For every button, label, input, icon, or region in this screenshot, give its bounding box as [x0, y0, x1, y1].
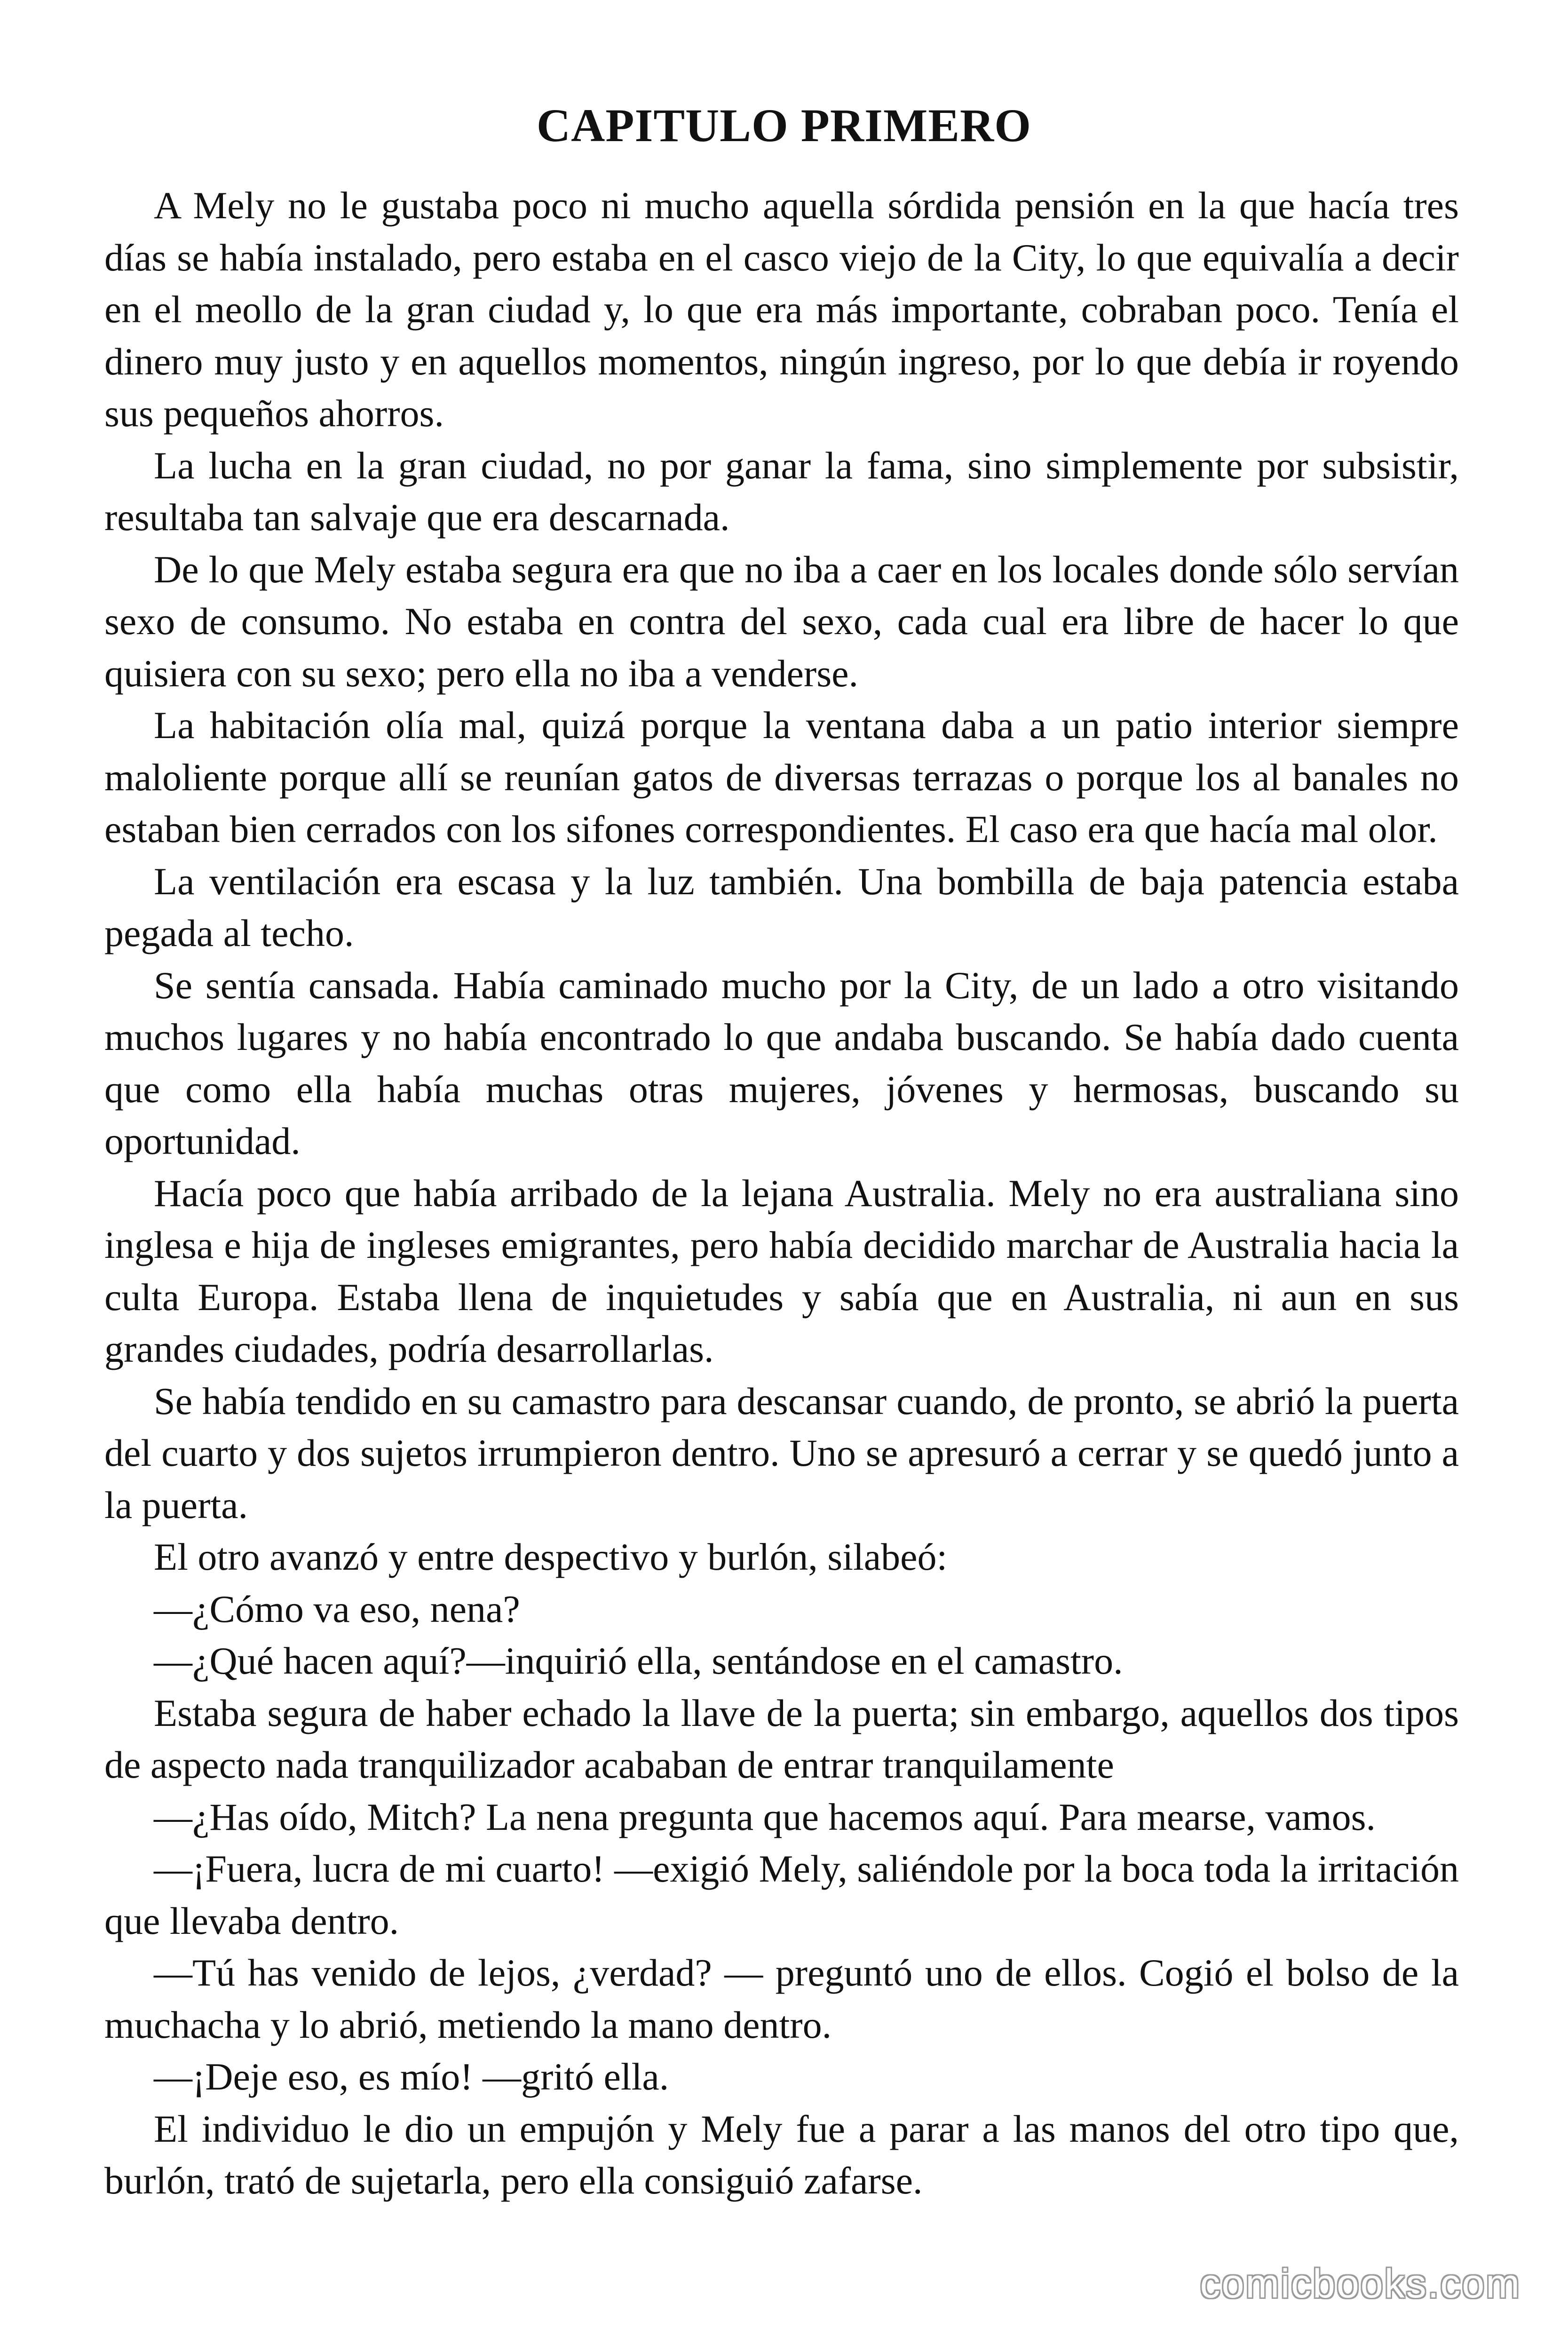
chapter-body: [104, 180, 1459, 2207]
paragraph: La habitación olía mal, quizá porque la ventana daba a un patio interior siempre maloliente porque allí se reunían gatos de diversas terrazas o porque los al banales no estaban bien cerrados con los sifones correspondientes. El caso era que hacía mal olor.: [104, 704, 1459, 850]
dialogue-line: —¿Cómo va eso, nena?: [154, 1587, 520, 1630]
paragraph: Estaba segura de haber echado la llave de la puerta; sin embargo, aquellos dos tipos de aspecto nada tranquilizador acababan de entrar tranquilamente: [104, 1691, 1459, 1786]
paragraph: De lo que Mely estaba segura era que no iba a caer en los locales donde sólo servían sexo de consumo. No estaba en contra del sexo, cada cual era libre de hacer lo que quisiera con su sexo; pero ella no iba a venderse.: [104, 548, 1459, 695]
dialogue-line: —¡Fuera, lucra de mi cuarto! —exigió Mely, saliéndole por la boca toda la irritación que llevaba dentro.: [104, 1847, 1459, 1942]
paragraph: El individuo le dio un empujón y Mely fue a parar a las manos del otro tipo que, burlón, trató de sujetarla, pero ella consiguió zafarse.: [104, 2107, 1459, 2202]
dialogue-line: —¿Qué hacen aquí?—inquirió ella, sentándose en el camastro.: [154, 1639, 1123, 1682]
paragraph: La lucha en la gran ciudad, no por ganar la fama, sino simplemente por subsistir, resultaba tan salvaje que era descarnada.: [104, 444, 1459, 539]
dialogue-line: —¿Has oído, Mitch? La nena pregunta que hacemos aquí. Para mearse, vamos.: [154, 1795, 1376, 1838]
paragraph: La ventilación era escasa y la luz también. Una bombilla de baja patencia estaba pegada al techo.: [104, 859, 1459, 954]
watermark: comicbooks.com: [1200, 2261, 1521, 2306]
paragraph: A Mely no le gustaba poco ni mucho aquella sórdida pensión en la que hacía tres días se había instalado, pero estaba en el casco viejo de la City, lo que equivalía a decir en el meollo de la gran ciudad y, lo que era más importante, cobraban poco. Tenía el dinero muy justo y en aquellos momentos, ningún ingreso, por lo que debía ir royendo sus pequeños ahorros.: [104, 184, 1459, 435]
dialogue-line: —¡Deje eso, es mío! —gritó ella.: [154, 2055, 669, 2098]
paragraph: Hacía poco que había arribado de la lejana Australia. Mely no era australiana sino inglesa e hija de ingleses emigrantes, pero había decidido marchar de Australia hacia la culta Europa. Estaba llena de inquietudes y sabía que en Australia, ni aun en sus grandes ciudades, podría desarrollarlas.: [104, 1171, 1459, 1370]
dialogue-line: —Tú has venido de lejos, ¿verdad? — preguntó uno de ellos. Cogió el bolso de la muchacha y lo abrió, metiendo la mano dentro.: [104, 1951, 1459, 2046]
paragraph: El otro avanzó y entre despectivo y burlón, silabeó:: [154, 1535, 948, 1578]
paragraph: Se sentía cansada. Había caminado mucho por la City, de un lado a otro visitando muchos lugares y no había encontrado lo que andaba buscando. Se había dado cuenta que como ella había muchas otras mujeres, jóvenes y hermosas, buscando su oportunidad.: [104, 963, 1459, 1162]
paragraph: Se había tendido en su camastro para descansar cuando, de pronto, se abrió la puerta del cuarto y dos sujetos irrumpieron dentro. Uno se apresuró a cerrar y se quedó junto a la puerta.: [104, 1379, 1459, 1526]
chapter-title: CAPITULO PRIMERO: [536, 99, 1032, 151]
